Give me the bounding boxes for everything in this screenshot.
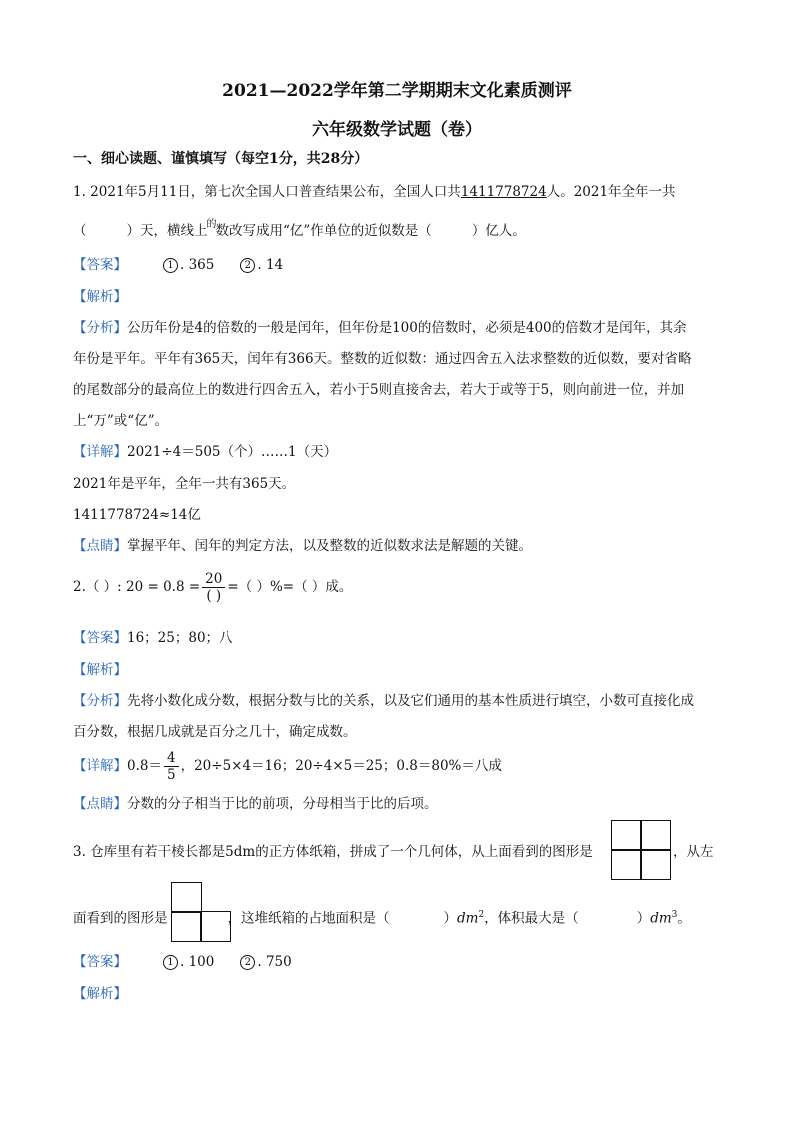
q1-line1 [73,183,676,201]
q3-unit-volume-sup: 3 [671,910,678,920]
q1-text-d: ）亿人。 [471,223,526,239]
q1-xiangjie-text: 2021÷4＝505（个）……1（天） [127,444,338,460]
q3-unit-area: dm [457,910,479,927]
left-view-figure [171,882,231,942]
q2-dianjing-text: 分数的分子相当于比的前项，分母相当于比的后项。 [127,796,438,812]
q1-answer-1: . 365 [180,257,215,273]
circle-2-icon: 2 [240,258,255,273]
dianjing-tag: 【点睛】 [73,538,127,554]
q1-fenxi-4: 上“万”或“亿”。 [73,413,169,429]
page-title: 2021—2022学年第二学期期末文化素质测评 [222,81,572,101]
q3-line1-end: ，从左 [673,844,714,860]
q1-analysis-tag: 【解析】 [73,289,127,305]
q2-frac-den: ( ) [206,588,222,604]
q2-xiangjie-den: 5 [166,767,176,783]
answer-tag: 【答案】 [73,257,127,273]
q1-population: 1411778724 [460,184,547,200]
q1-fenxi-2: 年份是平年。平年有365天，闰年有366天。整数的近似数：通过四舍五入法求整数的近似数，要对省略 [73,351,692,367]
q1-xiangjie-2: 2021年是平年，全年一共有365天。 [73,476,296,492]
q1-dianjing-text: 掌握平年、闰年的判定方法，以及整数的近似数求法是解题的关键。 [127,538,532,554]
q3-text-pre: 面看到的图形是 [73,910,168,927]
q2-xiangjie [73,749,502,783]
dianjing-tag: 【点睛】 [73,796,127,812]
q2-fenxi-1 [73,692,694,710]
top-view-figure [611,820,671,880]
q2-fenxi-text: 先将小数化成分数，根据分数与比的关系，以及它们通用的基本性质进行填空，小数可直接化成 [127,693,694,709]
circle-2-icon: 2 [240,955,255,970]
q3-analysis-tag: 【解析】 [73,986,127,1002]
q1-fenxi-1 [73,319,687,337]
q2-answer [73,629,233,647]
q2-fenxi-2: 百分数，根据几成就是百分之几十，确定成数。 [73,724,357,740]
q3-text: 3. 仓库里有若干棱长都是5dm的正方体纸箱，拼成了一个几何体，从上面看到的图形是 [73,844,593,860]
q1-fenxi-3: 的尾数部分的最高位上的数进行四舍五入，若小于5则直接舍去，若大于或等于5，则向前进一位，并加 [73,382,685,398]
answer-tag: 【答案】 [73,630,127,646]
q2-xiangjie-fraction [164,750,179,783]
q2-dianjing [73,795,438,813]
fenxi-tag: 【分析】 [73,320,127,336]
q1-answer [73,256,283,274]
q3-unit-volume: dm [650,910,672,927]
q2-frac-num: 20 [202,571,225,588]
q3-answer [73,953,292,971]
q1-xiangjie-1 [73,443,337,461]
q3-text-mid: ，这堆纸箱的占地面积是（ [227,910,390,927]
q3-unit-area-sup: 2 [478,910,485,920]
q1-text-b: ）天，横线上 [126,223,208,239]
q1-blank-open: （ [73,223,87,239]
q3-answer-1: . 100 [180,954,215,970]
q1-de-char: 的 [206,219,217,230]
fenxi-tag: 【分析】 [73,693,127,709]
answer-tag: 【答案】 [73,954,127,970]
q2-answer-text: 16；25；80；八 [127,630,233,646]
q1-text-end: 人。2021年全年一共 [546,184,676,200]
q3-line2: 面看到的图形是 ，这堆纸箱的占地面积是（ ）$dm^2$，体积最大是（ ）$dm^3$。 [73,910,691,927]
q3-line1 [73,843,593,861]
page-subtitle: 六年级数学试题（卷） [312,120,482,140]
q2-prefix: 2.（ ）: 20 = 0.8 = [73,579,201,595]
q1-line2 [73,219,526,240]
q2-xiangjie-pre: 0.8＝ [127,758,162,774]
xiangjie-tag: 【详解】 [73,444,127,460]
q3-answer-2: . 750 [257,954,292,970]
xiangjie-tag: 【详解】 [73,758,127,774]
q1-dianjing [73,537,532,555]
q2-xiangjie-post: ，20÷5×4＝16；20÷4×5＝25；0.8＝80%＝八成 [180,758,502,774]
q2-analysis-tag: 【解析】 [73,662,127,678]
q1-text: 1. 2021年5月11日，第七次全国人口普查结果公布，全国人口共 [73,184,461,200]
q2-suffix: =（ ）%=（ ）成。 [227,579,353,595]
q1-answer-2: . 14 [257,257,284,273]
circle-1-icon: 1 [163,258,178,273]
q2-xiangjie-num: 4 [164,750,179,767]
q1-fenxi-text: 公历年份是4的倍数的一般是闰年，但年份是100的倍数时，必须是400的倍数才是闰年，其余 [127,320,687,336]
q3-text-end: 。 [677,910,691,927]
q3-text-mid2: ，体积最大是（ [484,910,579,927]
section-heading: 一、细心读题、谨慎填写（每空1分，共28分） [73,151,369,167]
circle-1-icon: 1 [163,955,178,970]
q2-fraction [202,571,225,604]
q1-xiangjie-3: 1411778724≈14亿 [73,507,201,523]
q2-question [73,570,352,604]
q1-text-c: 数改写成用“亿”作单位的近似数是（ [215,223,432,239]
